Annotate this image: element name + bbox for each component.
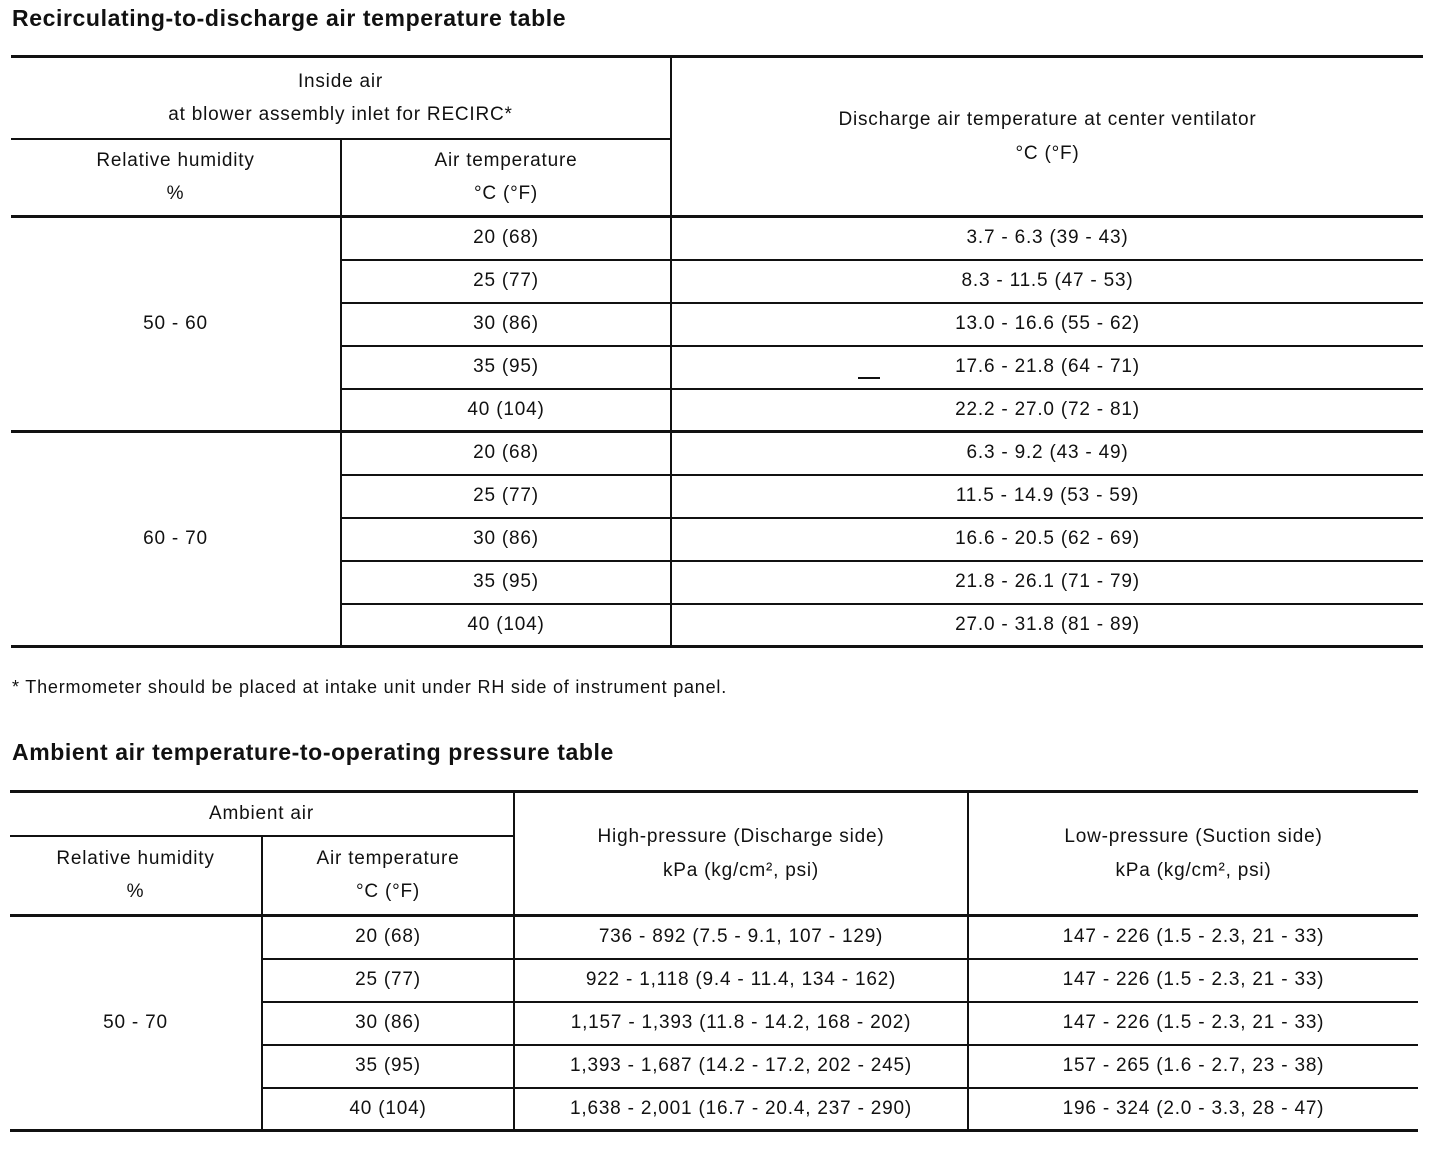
- discharge-cell: 13.0 - 16.6 (55 - 62): [671, 303, 1423, 346]
- discharge-cell: 3.7 - 6.3 (39 - 43): [671, 217, 1423, 260]
- air-temp-cell: 30 (86): [341, 303, 671, 346]
- low-pressure-cell: 147 - 226 (1.5 - 2.3, 21 - 33): [968, 916, 1418, 959]
- air-temp-cell: 40 (104): [341, 604, 671, 647]
- humidity-cell: 50 - 60: [11, 217, 341, 432]
- high-pressure-cell: 1,638 - 2,001 (16.7 - 20.4, 237 - 290): [514, 1088, 968, 1131]
- header-row: [11, 57, 1423, 139]
- discharge-cell: 11.5 - 14.9 (53 - 59): [671, 475, 1423, 518]
- air-temp-cell: 20 (68): [341, 432, 671, 475]
- table2-title: Ambient air temperature-to-operating pressure table: [12, 739, 614, 765]
- air-temp-cell: 20 (68): [262, 916, 514, 959]
- discharge-cell: 16.6 - 20.5 (62 - 69): [671, 518, 1423, 561]
- discharge-header-line1: Discharge air temperature at center ventilator: [838, 109, 1257, 131]
- air-temp-header: [262, 836, 514, 916]
- high-pressure-cell: 1,393 - 1,687 (14.2 - 17.2, 202 - 245): [514, 1045, 968, 1088]
- discharge-temp-header: [671, 57, 1423, 217]
- discharge-cell: 21.8 - 26.1 (71 - 79): [671, 561, 1423, 604]
- low-pressure-header-line1: Low-pressure (Suction side): [1064, 826, 1323, 848]
- high-pressure-cell: 736 - 892 (7.5 - 9.1, 107 - 129): [514, 916, 968, 959]
- low-pressure-cell: 147 - 226 (1.5 - 2.3, 21 - 33): [968, 1002, 1418, 1045]
- table1-footnote: * Thermometer should be placed at intake unit under RH side of instrument panel.: [12, 677, 728, 697]
- air-temp-header-line2: °C (°F): [473, 183, 539, 205]
- air-temp-cell: 20 (68): [341, 217, 671, 260]
- air-temp-cell: 30 (86): [262, 1002, 514, 1045]
- humidity-header-line1: Relative humidity: [96, 150, 255, 171]
- high-pressure-header: [514, 792, 968, 916]
- air-temp-cell: 40 (104): [341, 389, 671, 432]
- low-pressure-header-line2: kPa (kg/cm², psi): [1115, 859, 1272, 881]
- inside-air-header-line1: Inside air: [297, 70, 384, 92]
- air-temp-cell: 35 (95): [341, 346, 671, 389]
- humidity-header: [11, 139, 341, 217]
- air-temp-header-line1: Air temperature: [434, 150, 578, 171]
- air-temp-cell: 25 (77): [341, 260, 671, 303]
- table1-title: Recirculating-to-discharge air temperature table: [12, 5, 567, 31]
- low-pressure-cell: 196 - 324 (2.0 - 3.3, 28 - 47): [968, 1088, 1418, 1131]
- humidity-header: [10, 836, 262, 916]
- air-temp-cell: 40 (104): [262, 1088, 514, 1131]
- humidity-cell: 60 - 70: [11, 432, 341, 647]
- air-temp-cell: 35 (95): [262, 1045, 514, 1088]
- recirc-discharge-table: [11, 55, 1423, 648]
- discharge-cell: 8.3 - 11.5 (47 - 53): [671, 260, 1423, 303]
- air-temp-cell: 30 (86): [341, 518, 671, 561]
- humidity-header-line2: %: [166, 183, 185, 205]
- inside-air-header: [11, 57, 671, 139]
- high-pressure-header-line1: High-pressure (Discharge side): [597, 826, 885, 848]
- discharge-cell: 17.6 - 21.8 (64 - 71): [671, 346, 1423, 389]
- ambient-air-header: Ambient air: [10, 792, 514, 836]
- air-temp-header: [341, 139, 671, 217]
- table-row: [11, 432, 1423, 475]
- discharge-cell: 6.3 - 9.2 (43 - 49): [671, 432, 1423, 475]
- low-pressure-cell: 157 - 265 (1.6 - 2.7, 23 - 38): [968, 1045, 1418, 1088]
- humidity-header-line1: Relative humidity: [56, 848, 215, 869]
- stray-dash-mark: [858, 377, 880, 379]
- high-pressure-header-line2: kPa (kg/cm², psi): [662, 859, 820, 881]
- discharge-cell: 27.0 - 31.8 (81 - 89): [671, 604, 1423, 647]
- high-pressure-cell: 1,157 - 1,393 (11.8 - 14.2, 168 - 202): [514, 1002, 968, 1045]
- discharge-cell: 22.2 - 27.0 (72 - 81): [671, 389, 1423, 432]
- table-row: [10, 916, 1418, 959]
- low-pressure-header: [968, 792, 1418, 916]
- ambient-pressure-table: [10, 790, 1418, 1132]
- air-temp-header-line1: Air temperature: [316, 848, 460, 869]
- air-temp-header-line2: °C (°F): [355, 881, 421, 903]
- humidity-cell: 50 - 70: [10, 916, 262, 1131]
- inside-air-header-line2: at blower assembly inlet for RECIRC*: [168, 103, 513, 125]
- discharge-header-line2: °C (°F): [1015, 142, 1080, 164]
- humidity-header-line2: %: [126, 881, 145, 903]
- high-pressure-cell: 922 - 1,118 (9.4 - 11.4, 134 - 162): [514, 959, 968, 1002]
- low-pressure-cell: 147 - 226 (1.5 - 2.3, 21 - 33): [968, 959, 1418, 1002]
- air-temp-cell: 35 (95): [341, 561, 671, 604]
- table-row: [11, 217, 1423, 260]
- air-temp-cell: 25 (77): [262, 959, 514, 1002]
- air-temp-cell: 25 (77): [341, 475, 671, 518]
- header-row: [10, 792, 1418, 836]
